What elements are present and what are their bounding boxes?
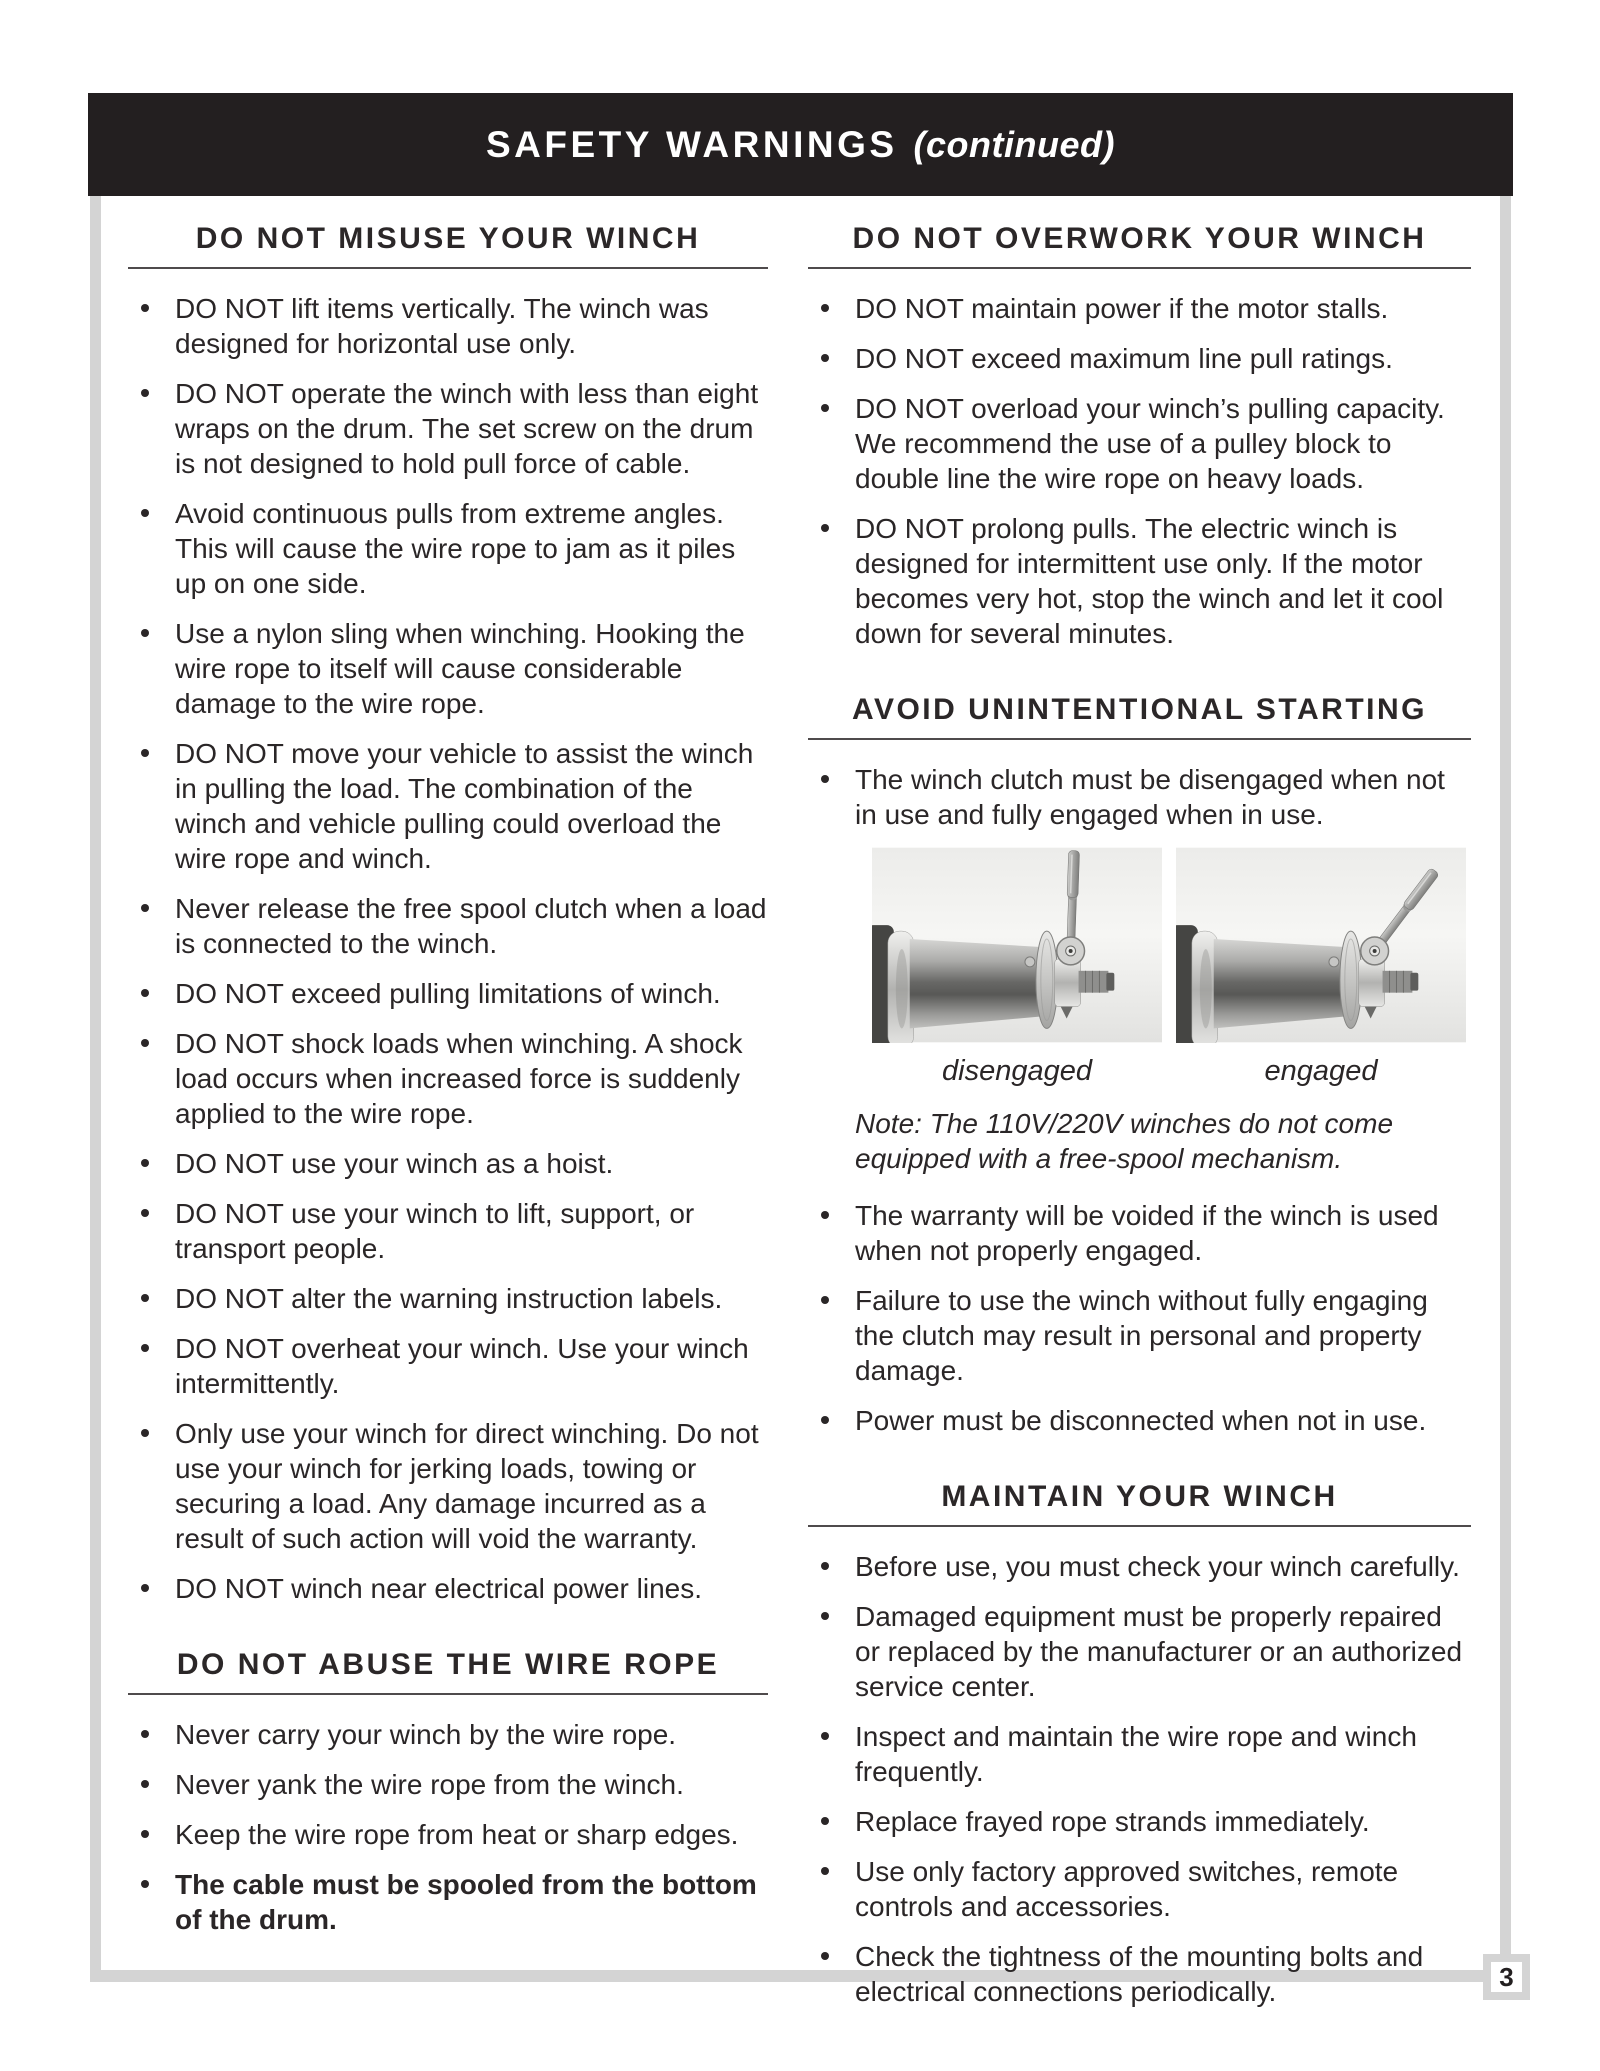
bullet-item: DO NOT lift items vertically. The winch was designed for horizontal use only. (128, 291, 768, 361)
bullet-item: Keep the wire rope from heat or sharp edges. (128, 1817, 768, 1852)
bullet-item: The winch clutch must be disengaged when not in use and fully engaged when in use. (808, 762, 1471, 832)
bullet-item: DO NOT maintain power if the motor stalls. (808, 291, 1471, 326)
section-heading-wire-rope: DO NOT ABUSE THE WIRE ROPE (128, 1648, 768, 1695)
bullet-item: Power must be disconnected when not in use. (808, 1403, 1471, 1438)
caption-disengaged: disengaged (942, 1055, 1092, 1087)
section-heading-maintain: MAINTAIN YOUR WINCH (808, 1480, 1471, 1527)
bullet-item: DO NOT overheat your winch. Use your winch intermittently. (128, 1331, 768, 1401)
bullet-item: Only use your winch for direct winching. Do not use your winch for jerking loads, towing or securing a load. Any damage incurred as a result of such action will void the warranty. (128, 1416, 768, 1556)
bullet-item: Check the tightness of the mounting bolts and electrical connections periodically. (808, 1939, 1471, 2009)
section-heading-overwork: DO NOT OVERWORK YOUR WINCH (808, 222, 1471, 269)
bullet-item: DO NOT use your winch to lift, support, or transport people. (128, 1196, 768, 1266)
bullet-item: DO NOT use your winch as a hoist. (128, 1146, 768, 1181)
page-header-bar (88, 93, 1513, 196)
right-border-rule (1500, 196, 1511, 1954)
bullet-item: Inspect and maintain the wire rope and winch frequently. (808, 1719, 1471, 1789)
misuse-list (128, 291, 768, 1606)
caption-engaged: engaged (1264, 1055, 1378, 1087)
bullet-item: The warranty will be voided if the winch is used when not properly engaged. (808, 1198, 1471, 1268)
bullet-item: Never release the free spool clutch when a load is connected to the winch. (128, 891, 768, 961)
left-column (128, 222, 768, 1952)
bullet-item: DO NOT overload your winch’s pulling capacity. We recommend the use of a pulley block to double line the wire rope on heavy loads. (808, 391, 1471, 496)
bullet-item-bold: The cable must be spooled from the bottom of the drum. (128, 1867, 768, 1937)
page-number-badge (1483, 1954, 1530, 2000)
bullet-item: DO NOT shock loads when winching. A shock load occurs when increased force is suddenly applied to the wire rope. (128, 1026, 768, 1131)
bullet-item: Failure to use the winch without fully engaging the clutch may result in personal and property damage. (808, 1283, 1471, 1388)
bullet-item: Damaged equipment must be properly repaired or replaced by the manufacturer or an authorized service center. (808, 1599, 1471, 1704)
bullet-item: Never yank the wire rope from the winch. (128, 1767, 768, 1802)
bullet-item: Use a nylon sling when winching. Hooking the wire rope to itself will cause considerable damage to the wire rope. (128, 616, 768, 721)
page-title: SAFETY WARNINGS (485, 123, 898, 165)
left-border-rule (90, 196, 101, 1982)
maintain-list (808, 1549, 1471, 2009)
bullet-item: DO NOT prolong pulls. The electric winch is designed for intermittent use only. If the motor becomes very hot, stop the winch and let it cool down for several minutes. (808, 511, 1471, 651)
bullet-item: DO NOT winch near electrical power lines. (128, 1571, 768, 1606)
page-number: 3 (1499, 1961, 1514, 1992)
bullet-item: Avoid continuous pulls from extreme angles. This will cause the wire rope to jam as it piles up on one side. (128, 496, 768, 601)
right-column (808, 222, 1471, 2024)
section-heading-avoid-starting: AVOID UNINTENTIONAL STARTING (808, 693, 1471, 740)
bullet-item: Before use, you must check your winch carefully. (808, 1549, 1471, 1584)
bullet-item: Replace frayed rope strands immediately. (808, 1804, 1471, 1839)
overwork-list (808, 291, 1471, 651)
bullet-item: DO NOT exceed pulling limitations of winch. (128, 976, 768, 1011)
wire-rope-list (128, 1717, 768, 1937)
winch-clutch-engaged-photo (1176, 847, 1466, 1043)
bullet-item: DO NOT move your vehicle to assist the winch in pulling the load. The combination of the winch and vehicle pulling could overload the wire rope and winch. (128, 736, 768, 876)
figure-engaged (1176, 847, 1466, 1088)
bullet-item: DO NOT exceed maximum line pull ratings. (808, 341, 1471, 376)
page-title-continued: (continued) (913, 123, 1116, 165)
clutch-figures (872, 847, 1471, 1088)
free-spool-note: Note: The 110V/220V winches do not come equipped with a free-spool mechanism. (855, 1108, 1394, 1174)
avoid-starting-list-2 (808, 1198, 1471, 1438)
bullet-item: Use only factory approved switches, remote controls and accessories. (808, 1854, 1471, 1924)
bullet-item: DO NOT alter the warning instruction labels. (128, 1281, 768, 1316)
avoid-starting-list (808, 762, 1471, 832)
section-heading-misuse: DO NOT MISUSE YOUR WINCH (128, 222, 768, 269)
bullet-item: DO NOT operate the winch with less than eight wraps on the drum. The set screw on the drum is not designed to hold pull force of cable. (128, 376, 768, 481)
bullet-item: Never carry your winch by the wire rope. (128, 1717, 768, 1752)
